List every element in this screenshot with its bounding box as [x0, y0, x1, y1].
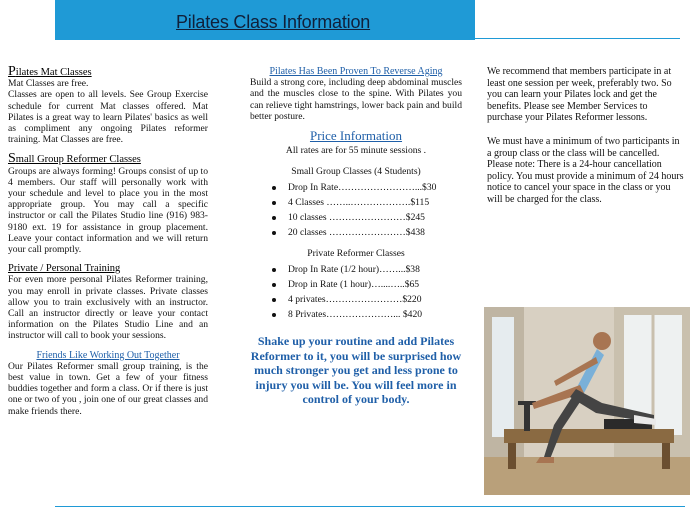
proven-body: Build a strong core, including deep abdominal muscles and the muscles close to the spine. With Pilates you can relieve tight hamstrings, lower back pain and build better posture.	[250, 77, 462, 122]
middle-column	[250, 66, 462, 407]
group-price-list	[250, 182, 462, 239]
small-group-heading: Small Group Reformer Classes	[8, 151, 141, 167]
private-price-item: 4 privates……………………$220	[272, 294, 462, 305]
mat-classes-line-1: Mat Classes are free.	[8, 78, 89, 90]
group-price-item: Drop In Rate……………………...$30	[272, 182, 462, 193]
group-price-item: 4 Classes ……..……………….$115	[272, 197, 462, 208]
private-training-section	[8, 263, 208, 341]
friends-section	[8, 350, 208, 417]
private-classes-title: Private Reformer Classes	[307, 248, 405, 260]
proven-heading: Pilates Has Been Proven To Reverse Aging	[269, 66, 443, 77]
pilates-reformer-photo	[484, 307, 690, 495]
price-heading: Price Information	[309, 128, 403, 144]
mat-classes-section	[8, 66, 208, 145]
group-classes-title: Small Group Classes (4 Students)	[291, 166, 421, 178]
small-group-section	[8, 153, 208, 255]
private-price-item: Drop in Rate (1 hour)…....…..$65	[272, 279, 462, 290]
group-price-item: 20 classes ……………………$438	[272, 227, 462, 238]
footer-rule	[55, 506, 685, 507]
proven-section	[250, 66, 462, 122]
private-price-list	[250, 264, 462, 321]
price-section	[250, 130, 462, 320]
group-price-item: 10 classes ……………………$245	[272, 212, 462, 223]
page-title: Pilates Class Information	[176, 12, 371, 32]
mat-classes-line-2: Classes are open to all levels. See Group Exercise schedule for current Mat classes offered. Mat Pilates is a great way to learn Pilates' basics as well as compliment any ongoing Pilates reformer training. Mat Classes are free.	[8, 89, 208, 146]
left-column	[8, 66, 208, 425]
mat-classes-heading: Pilates Mat Classes	[8, 64, 92, 79]
small-group-body: Groups are always forming! Groups consist of up to 4 members. Our staff will personally work with your schedule and level to place you in the most appropriate group. You may call a specific instructor or call the Pilates Studio line (916) 983-9180 ext. 19 for assistance in group placement. Leave your contact information and we will return your call promptly.	[8, 165, 208, 256]
cancellation-policy-text: We must have a minimum of two participants in a group class or the class will be cancelled. Please note: There is a 24-hour cancellation policy. You must provide a minimum of 24 hours notice to cancel your space in the class or you will be charged for the class.	[487, 135, 684, 205]
private-training-heading: Private / Personal Training	[8, 263, 121, 275]
pitch-text: Shake up your routine and add Pilates Reformer to it, you will be surprised how much stronger you get and less prone to injury you will be. You will feel more in control of your body.	[250, 334, 462, 407]
banner-rule	[475, 38, 680, 39]
private-price-item: 8 Privates…………………... $420	[272, 309, 462, 320]
price-subtitle: All rates are for 55 minute sessions .	[285, 145, 427, 157]
friends-heading: Friends Like Working Out Together	[36, 349, 180, 361]
private-price-item: Drop In Rate (1/2 hour)……...$38	[272, 264, 462, 275]
recommendation-text: We recommend that members participate in at least one session per week, preferably two. So you can learn your Pilates lock and get the benefits. Please see Member Services to purchase your Pilates Reformer lessons.	[487, 66, 672, 124]
private-training-body: For even more personal Pilates Reformer training, you may enroll in private classes. Private classes allow you to train exclusively with an instructor. Call an instructor directly or leave your contact information on the Pilates Studio Line and an instructor will call to book your sessions.	[8, 274, 208, 342]
right-column	[487, 66, 685, 218]
friends-body: Our Pilates Reformer small group training, is the best value in town. Get a few of your fitness buddies together and form a class. Or if there is just one or two of you , join one of our great classes and make friends there.	[8, 360, 208, 417]
